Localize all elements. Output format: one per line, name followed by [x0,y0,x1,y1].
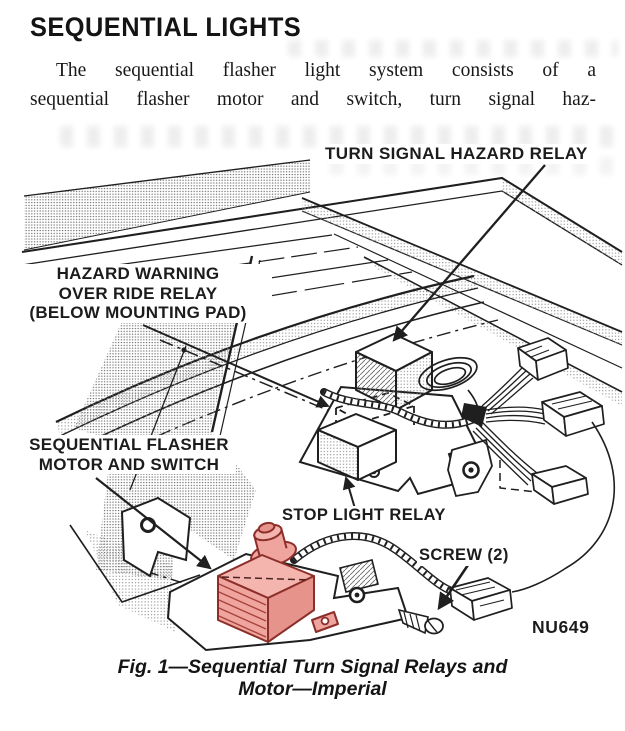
label-turn-signal-hazard-relay: TURN SIGNAL HAZARD RELAY [325,144,588,163]
body-line-2: sequential flasher motor and switch, turn signal haz- [30,89,596,110]
harness-clip-bracket [448,440,492,496]
connector-plug-lower-right [532,466,588,504]
relay-diagram-art [0,140,625,655]
body-paragraph [30,56,596,114]
label-screw: SCREW (2) [419,546,509,564]
figure-caption-line-2: Motor—Imperial [238,678,387,700]
figure-id-code: NU649 [532,617,590,637]
loop-wire [512,422,614,592]
figure-caption-line-1: Fig. 1—Sequential Turn Signal Relays and [117,656,508,678]
figure-caption [0,656,625,700]
label-sequential-flasher-motor: SEQUENTIAL FLASHER MOTOR AND SWITCH [22,435,236,474]
print-bleedthrough [288,40,618,57]
label-hazard-warning-override-relay: HAZARD WARNING OVER RIDE RELAY (BELOW MOUNTING PAD) [4,264,272,323]
connector-plug-right [542,392,604,436]
page-title: SEQUENTIAL LIGHTS [30,12,302,42]
label-stop-light-relay: STOP LIGHT RELAY [282,506,446,524]
connector-plug-bottom [450,578,512,620]
figure-1-illustration [0,140,625,655]
mounting-screw [399,610,443,634]
body-line-1: The sequential flasher light system consists of a [56,60,596,81]
